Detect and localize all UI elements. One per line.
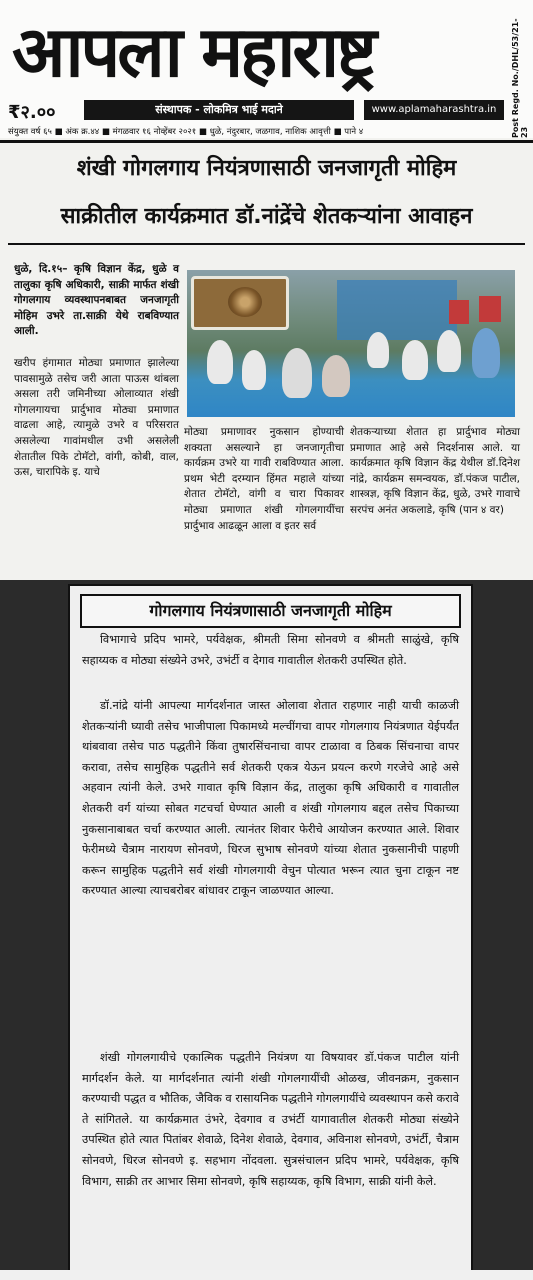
article-column-1: खरीप हंगामात मोठ्या प्रमाणात झालेल्या पावसामुळे तसेच जरी आता पाऊस थांबला असला तरी जमिनीच्या ओलाव्यात शंखी गोगलगायचा प्रार्दुभाव मोठ्या प्रमाणात वाढला आहे, त्यामुळे उभरे व परिसरात असलेल्या गावांमधील उभी असलेली शेतातील पिके टोमॅटो, वांगी, कोबी, वाल, ऊस, चारापिके इ. याचे — [14, 357, 179, 479]
masthead — [0, 0, 533, 138]
newspaper-title: आपला महाराष्ट्र — [12, 11, 375, 93]
founder-banner: संस्थापक - लोकमित्र भाई मदाने — [84, 100, 354, 120]
headline-divider — [8, 243, 525, 245]
headline-sub: साक्रीतील कार्यक्रमात डॉ.नांद्रेंचे शेतकऱ्यांना आवाहन — [60, 204, 473, 229]
paragraph-1: विभागाचे प्रदिप भामरे, पर्यवेक्षक, श्रीमती सिमा सोनवणे व श्रीमती साळुंखे, कृषि सहाय्यक व मोठ्या संख्येने उभरे, उभंर्टी व देगाव गावातील शेतकरी उपस्थित होते. — [82, 633, 459, 667]
headline-main: शंखी गोगलगाय नियंत्रणासाठी जनजागृती मोहिम — [76, 156, 457, 181]
snail-inset-image — [191, 276, 289, 330]
paragraph-2: डॉ.नांद्रे यांनी आपल्या मार्गदर्शनात जास्त ओलावा शेतात राहणार नाही याची काळजी शेतकऱ्यांनी घ्यावी तसेच भाजीपाला पिकामध्ये मल्चींगचा वापर गोगलगाय नियंत्रणात येईपर्यंत थांबवावा तसेच पाठ पद्धतीने किंवा तुषारसिंचनाचा वापर टाळावा व ठिबक सिंचनाचा वापर करावा, तसेच सामुहिक पद्धतीने सर्व शेतकरी एकत्र येऊन प्रयत्न करणे गरजेचे आहे असे अहवान त्यांनी केले. उभरे गावात कृषि विज्ञान केंद्र, तालुका कृषि अधिकारी व गावातील शेतकरी वर्ग यांच्या सोबत गटचर्चा घेण्यात आली व शंखी गोगलगाय बद्दल तसेच पिकाच्या नुकसानाबाबत चर्चा करण्यात आली. त्यानंतर शिवार फेरीचे आयोजन करण्यात आले. शिवार फेरीमध्ये चैत्राम नारायण सोनवणे, धिरज सुभाष सोनवणे यांच्या शेतात नुकसानीची पाहणी करून सामुहिक पद्धतीने सर्व शंखी गोगलगायी वेचुन पोत्यात भरून त्यात चुना टाकून नष्ट करण्यात आल्या त्याचबरोबर बांधावर टाकून जाळण्यात आल्या. — [82, 699, 459, 898]
newspaper-page-1 — [0, 0, 533, 580]
event-photo — [187, 270, 515, 417]
website-banner: www.aplamaharashtra.in — [364, 100, 504, 120]
continuation-heading: गोगलगाय नियंत्रणासाठी जनजागृती मोहिम — [80, 594, 461, 628]
masthead-divider — [0, 140, 533, 143]
paragraph-3: शंखी गोगलगायीचे एकात्मिक पद्धतीने नियंत्रण या विषयावर डॉ.पंकज पाटील यांनी मार्गदर्शन केले. या मार्गदर्शनात त्यांनी शंखी गोगलगायींची ओळख, जीवनक्रम, नुकसान करण्याची पद्धत व भौतिक, जैविक व रासायनिक पद्धतीने गोगलगायींचे व्यवस्थापन कसे करावे ते सांगितले. या कार्यक्रमात उंभरे, देवगाव व उभंर्टी यागावातील शेतकरी मोठ्या संख्येने उपस्थित होते त्यात पितांबर शेवाळे, दिनेश शेवाळे, देवगाव, अविनाश सोनवणे, उभंर्टी, चैत्राम सोनवणे, धिरज सोनवणे इ. सहभाग नोंदवला. सुत्रसंचालन प्रदिप भामरे, पर्यवेक्षक, कृषि विभाग, साक्री तर आभार सिमा सोनवणे, कृषि सहाय्यक, कृषि विभाग, साक्री यांनी केले. — [82, 1051, 459, 1188]
postal-registration: Post Regd. No./DHL/53/21-23 — [511, 18, 529, 138]
issue-line: संयुक्त वर्ष ६५ ■ अंक क्र.४४ ■ मंगळवार १६ नोव्हेंबर २०२१ ■ धुळे, नंदुरबार, जळगाव, नाशिक आवृत्ती ■ पाने ४ — [8, 127, 364, 137]
price: ₹२.०० — [8, 102, 56, 123]
article-column-3: शेतकऱ्याच्या शेतात हा प्रार्दुभाव मोठ्या प्रमाणात आहे असे निदर्शनास आले. या कार्यक्रमात कृषि विज्ञान केंद्र येथील डॉ.दिनेश नांद्रे, कार्यक्रम समन्वयक, डॉ.पंकज पाटील, शास्त्रज्ञ, कृषि विज्ञान केंद्र, धुळे, उभरे गावाचे सरपंच अनंत अकलाडे, कृषि (पान ४ वर) — [350, 426, 520, 516]
article-column-2: मोठ्या प्रमाणावर नुकसान होण्याची शक्यता असल्याने हा जनजागृतीचा कार्यक्रम उभरे या गावी राबविण्यात आला. प्रथम भेटी दरम्यान हिंमत महाले यांच्या शेतात टोमॅटो, वांगी व चारा पिकावर मोठ्या प्रमाणात शंखी गोगलगायींचा प्रार्दुभाव आढळून आला व इतर सर्व — [184, 426, 344, 532]
next-page-edge — [0, 1270, 533, 1280]
article-lead: धुळे, दि.१५– कृषि विज्ञान केंद्र, धुळे व तालुका कृषि अधिकारी, साक्री मार्फत शंखी गोगलगाय व्यवस्थापनबाबत जनजागृती मोहिम उभरे ता.साक्री येथे राबविण्यात आली. — [14, 263, 179, 338]
continuation-clipping — [68, 584, 473, 1272]
